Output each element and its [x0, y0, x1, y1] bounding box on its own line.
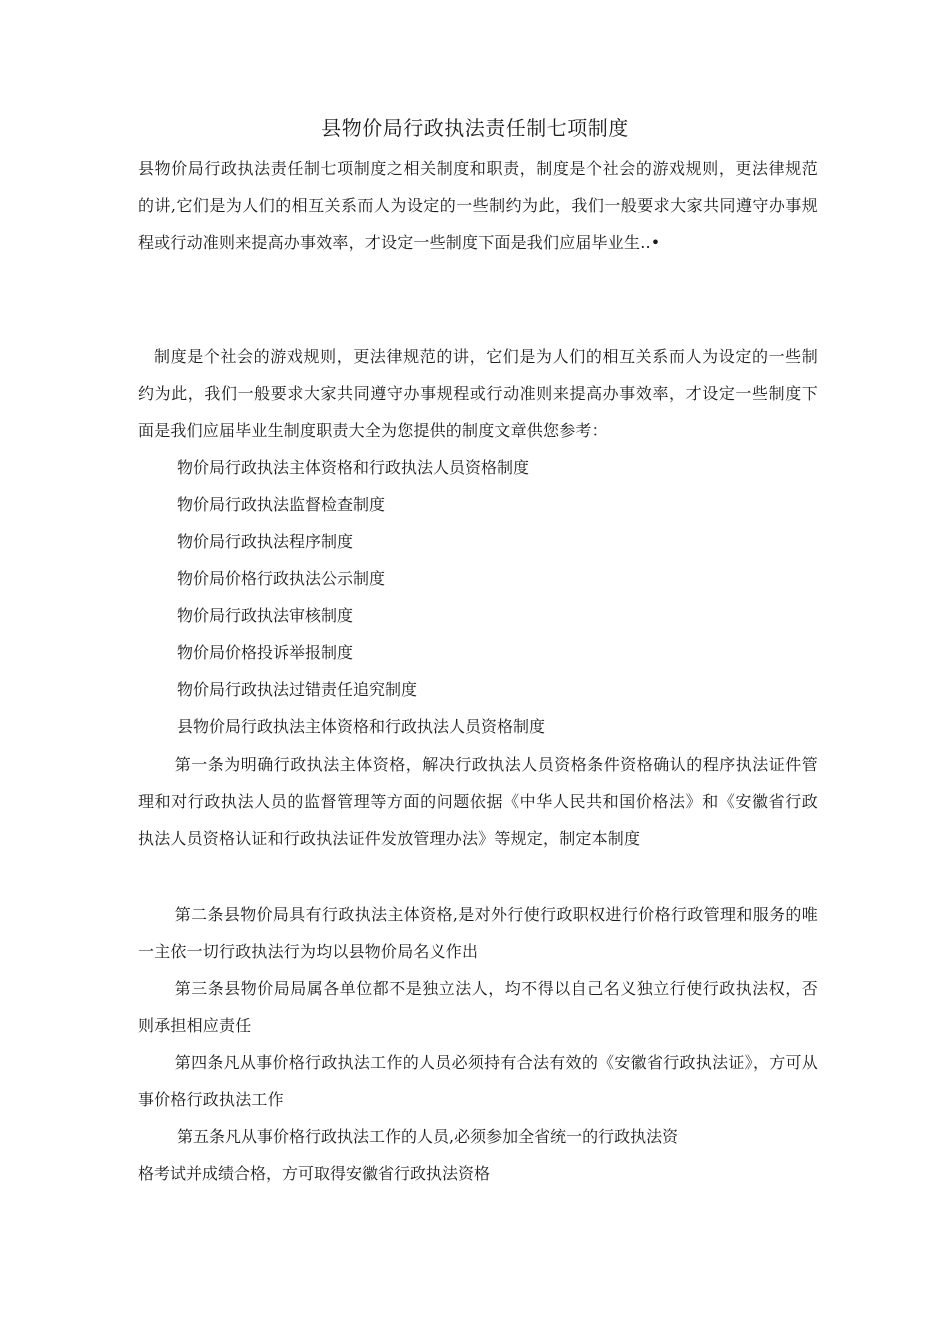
article-1: 第一条为明确行政执法主体资格，解决行政执法人员资格条件资格确认的程序执法证件管理和对行政执法人员的监督管理等方面的问题依据《中华人民共和国价格法》和《安徽省行政执法人员资格认证和行政执法证件发放管理办法》等规定，制定本制度: [138, 755, 818, 848]
article-4: 第四条凡从事价格行政执法工作的人员必须持有合法有效的《安徽省行政执法证》，方可从事价格行政执法工作: [138, 1053, 818, 1109]
list-item: 物价局行政执法监督检查制度: [177, 495, 386, 514]
article-5-line-2: 格考试并成绩合格，方可取得安徽省行政执法资格: [138, 1164, 491, 1183]
list-item: 物价局行政执法主体资格和行政执法人员资格制度: [177, 458, 530, 477]
article-2: 第二条县物价局具有行政执法主体资格,是对外行使行政职权进行价格行政管理和服务的唯一主依一切行政执法行为均以县物价局名义作出: [138, 905, 818, 961]
article-5-line-1: 第五条凡从事价格行政执法工作的人员,必须参加全省统一的行政执法资: [177, 1127, 679, 1146]
list-item: 物价局行政执法审核制度: [177, 606, 354, 625]
list-item: 物价局价格行政执法公示制度: [177, 569, 386, 588]
list-item: 物价局行政执法程序制度: [177, 532, 354, 551]
list-item: 物价局价格投诉举报制度: [177, 643, 354, 662]
section-heading: 县物价局行政执法主体资格和行政执法人员资格制度: [177, 717, 546, 736]
document-title: 县物价局行政执法责任制七项制度: [321, 116, 629, 140]
intro-paragraph: 县物价局行政执法责任制七项制度之相关制度和职责，制度是个社会的游戏规则，更法律规范的讲,它们是为人们的相互关系而人为设定的一些制约为此，我们一般要求大家共同遵守办事规程或行动准则来提高办事效率，才设定一些制度下面是我们应届毕业生..•: [138, 159, 818, 252]
preface-paragraph: 制度是个社会的游戏规则，更法律规范的讲，它们是为人们的相互关系而人为设定的一些制约为此，我们一般要求大家共同遵守办事规程或行动准则来提高办事效率，才设定一些制度下面是我们应届毕业生制度职责大全为您提供的制度文章供您参考：: [138, 347, 818, 440]
article-3: 第三条县物价局局属各单位都不是独立法人，均不得以自己名义独立行使行政执法权，否则承担相应责任: [138, 979, 818, 1035]
list-item: 物价局行政执法过错责任追究制度: [177, 680, 418, 699]
